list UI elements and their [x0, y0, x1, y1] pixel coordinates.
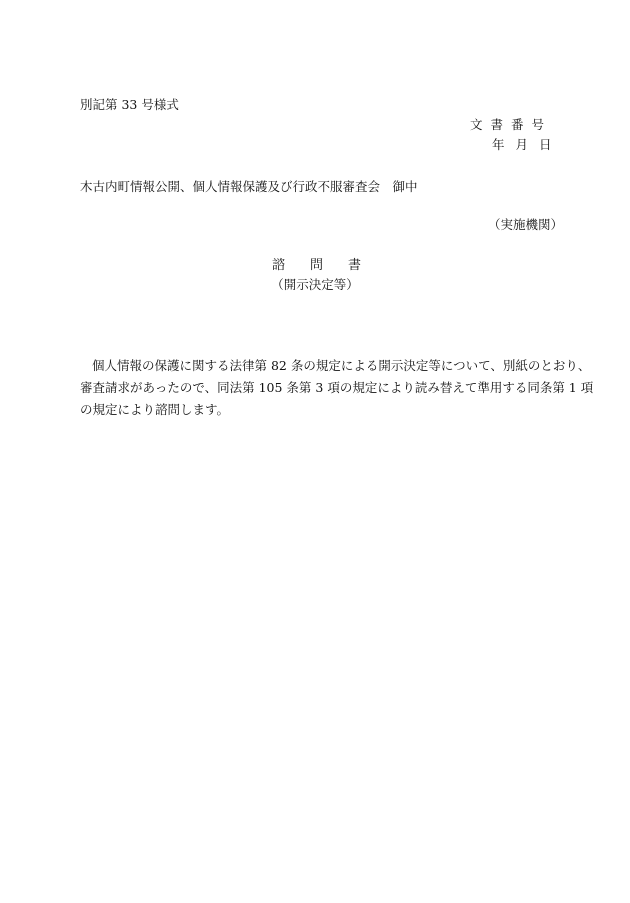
document-title: 諮問書 — [272, 258, 387, 273]
addressee: 木古内町情報公開、個人情報保護及び行政不服審査会 御中 — [80, 179, 418, 194]
body-line: の規定により諮問します。 — [80, 402, 230, 417]
document-subtitle: （開示決定等） — [271, 277, 359, 292]
body-line: 審査請求があったので、同法第 105 条第 3 項の規定により読み替えて準用する同条第 1 項 — [80, 380, 594, 395]
body-line: 個人情報の保護に関する法律第 82 条の規定による開示決定等について、別紙のとおり、 — [92, 358, 591, 373]
implementing-agency: （実施機関） — [488, 217, 564, 232]
body-paragraph — [80, 355, 594, 421]
document-number-label: 文書番号 — [470, 117, 553, 132]
date-label: 年月日 — [492, 137, 563, 152]
form-number: 別記第 33 号様式 — [80, 97, 179, 112]
